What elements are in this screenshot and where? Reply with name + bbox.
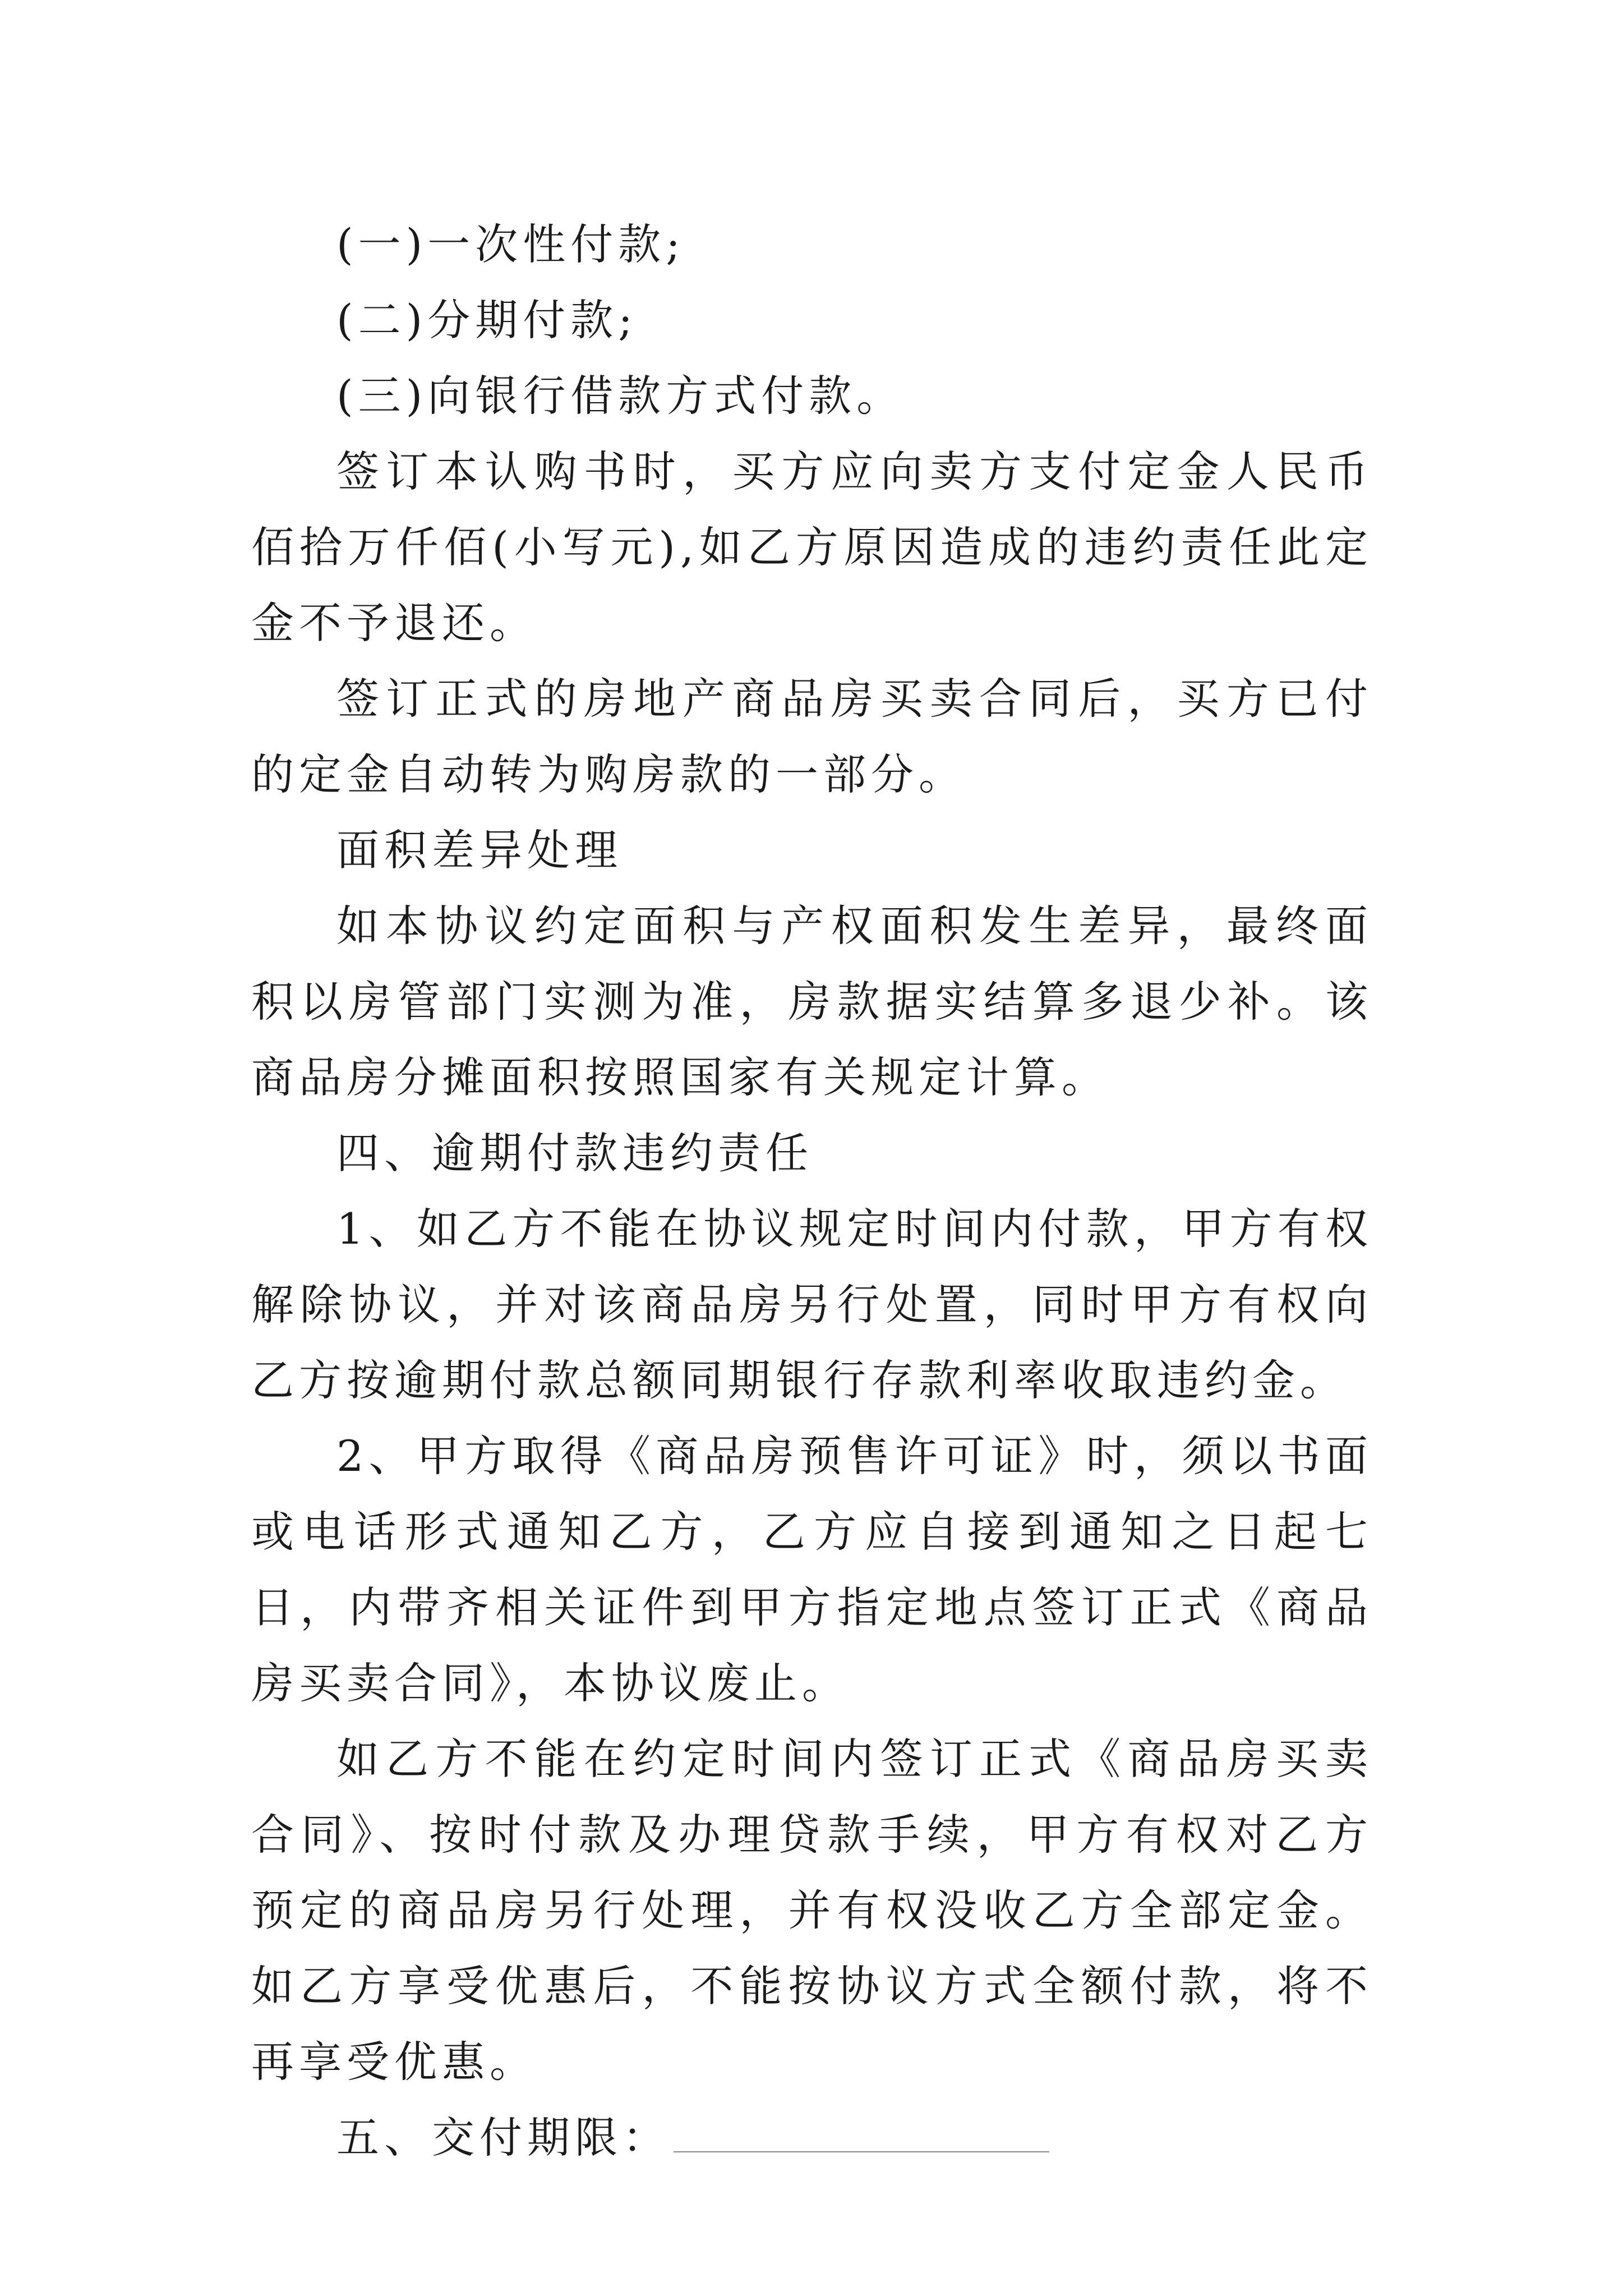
deposit-paragraph: 签订本认购书时，买方应向卖方支付定金人民币佰拾万仟佰(小写元),如乙方原因造成的违约责任此定金不予退还。 (251, 447, 1373, 648)
area-difference-paragraph: 如本协议约定面积与产权面积发生差异，最终面积以房管部门实测为准，房款据实结算多退少补。该商品房分摊面积按照国家有关规定计算。 (251, 901, 1373, 1102)
clause-1-paragraph: 1、如乙方不能在协议规定时间内付款，甲方有权解除协议，并对该商品房另行处置，同时甲方有权向乙方按逾期付款总额同期银行存款利率收取违约金。 (251, 1204, 1373, 1405)
payment-option-2: (二)分期付款; (336, 295, 638, 345)
deposit-conversion-paragraph: 签订正式的房地产商品房买卖合同后，买方已付的定金自动转为购房款的一部分。 (251, 674, 1373, 799)
section-five-line (251, 2100, 1373, 2175)
payment-option-1: (一)一次性付款; (336, 219, 685, 269)
forfeit-paragraph: 如乙方不能在约定时间内签订正式《商品房买卖合同》、按时付款及办理贷款手续，甲方有权对乙方预定的商品房另行处理，并有权没收乙方全部定金。如乙方享受优惠后，不能按协议方式全额付款，将不再享受优惠。 (251, 1734, 1373, 2087)
payment-option-3: (三)向银行借款方式付款。 (336, 371, 905, 421)
area-difference-heading: 面积差异处理 (336, 825, 623, 875)
clause-2-paragraph: 2、甲方取得《商品房预售许可证》时，须以书面或电话形式通知乙方，乙方应自接到通知之日起七日，内带齐相关证件到甲方指定地点签订正式《商品房买卖合同》，本协议废止。 (251, 1431, 1373, 1708)
document-body (251, 206, 1373, 2175)
section-five-heading: 五、交付期限： (336, 2113, 670, 2162)
section-four-heading: 四、逾期付款违约责任 (336, 1128, 813, 1178)
delivery-deadline-blank (674, 2116, 1049, 2152)
